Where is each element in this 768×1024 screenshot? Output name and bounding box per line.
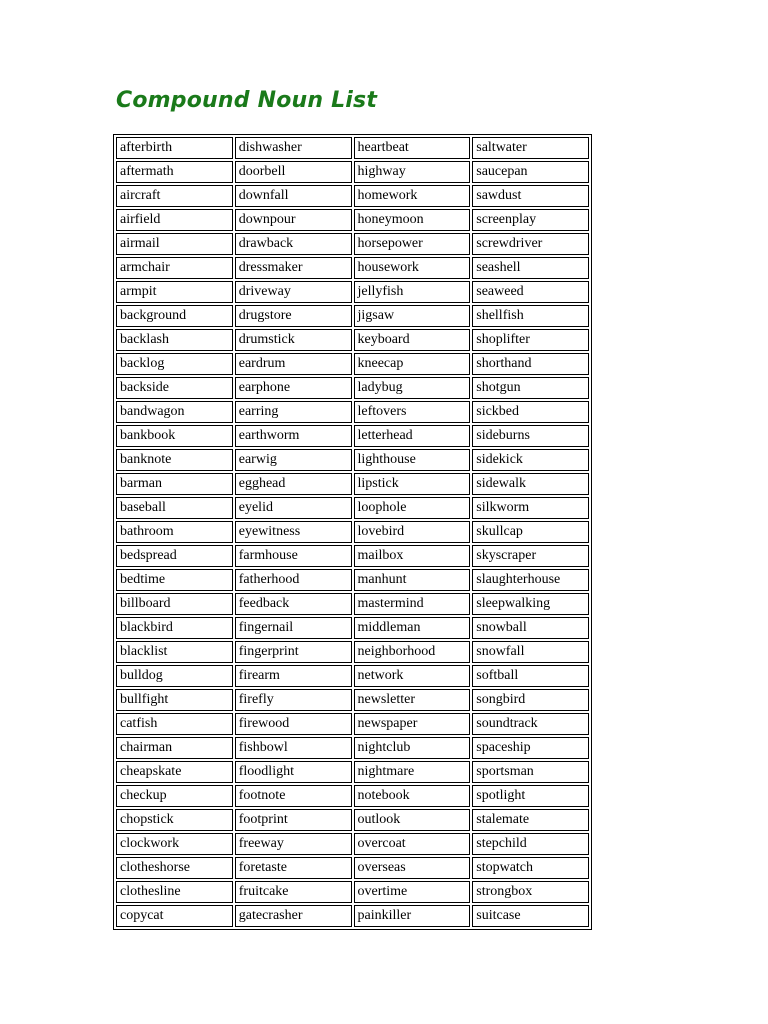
table-cell: songbird — [472, 689, 589, 711]
table-cell: sportsman — [472, 761, 589, 783]
table-cell: network — [354, 665, 471, 687]
table-cell: chairman — [116, 737, 233, 759]
table-cell: eardrum — [235, 353, 352, 375]
table-cell: sawdust — [472, 185, 589, 207]
table-cell: downpour — [235, 209, 352, 231]
table-cell: seashell — [472, 257, 589, 279]
table-cell: aftermath — [116, 161, 233, 183]
table-cell: lipstick — [354, 473, 471, 495]
table-cell: bankbook — [116, 425, 233, 447]
table-cell: checkup — [116, 785, 233, 807]
table-cell: overtime — [354, 881, 471, 903]
table-row — [116, 281, 589, 303]
table-cell: saltwater — [472, 137, 589, 159]
table-cell: catfish — [116, 713, 233, 735]
table-cell: afterbirth — [116, 137, 233, 159]
table-cell: honeymoon — [354, 209, 471, 231]
table-cell: stopwatch — [472, 857, 589, 879]
table-cell: backside — [116, 377, 233, 399]
table-cell: baseball — [116, 497, 233, 519]
table-cell: driveway — [235, 281, 352, 303]
table-cell: farmhouse — [235, 545, 352, 567]
table-cell: outlook — [354, 809, 471, 831]
table-cell: keyboard — [354, 329, 471, 351]
table-cell: kneecap — [354, 353, 471, 375]
table-cell: blackbird — [116, 617, 233, 639]
table-cell: copycat — [116, 905, 233, 927]
table-cell: bedtime — [116, 569, 233, 591]
table-cell: housework — [354, 257, 471, 279]
table-cell: stepchild — [472, 833, 589, 855]
table-cell: leftovers — [354, 401, 471, 423]
table-row — [116, 185, 589, 207]
table-cell: drawback — [235, 233, 352, 255]
table-cell: mastermind — [354, 593, 471, 615]
table-row — [116, 593, 589, 615]
table-cell: newspaper — [354, 713, 471, 735]
table-cell: earthworm — [235, 425, 352, 447]
table-cell: lighthouse — [354, 449, 471, 471]
table-cell: fruitcake — [235, 881, 352, 903]
table-cell: chopstick — [116, 809, 233, 831]
table-cell: homework — [354, 185, 471, 207]
table-cell: footprint — [235, 809, 352, 831]
table-cell: fishbowl — [235, 737, 352, 759]
table-cell: jigsaw — [354, 305, 471, 327]
table-cell: neighborhood — [354, 641, 471, 663]
table-cell: soundtrack — [472, 713, 589, 735]
table-cell: eyelid — [235, 497, 352, 519]
table-row — [116, 161, 589, 183]
table-row — [116, 785, 589, 807]
table-cell: earphone — [235, 377, 352, 399]
table-cell: airfield — [116, 209, 233, 231]
table-body — [116, 137, 589, 927]
table-cell: heartbeat — [354, 137, 471, 159]
table-row — [116, 449, 589, 471]
table-cell: dressmaker — [235, 257, 352, 279]
table-cell: feedback — [235, 593, 352, 615]
compound-noun-table — [113, 134, 592, 930]
table-row — [116, 545, 589, 567]
table-cell: manhunt — [354, 569, 471, 591]
table-cell: sickbed — [472, 401, 589, 423]
table-cell: freeway — [235, 833, 352, 855]
table-cell: sidewalk — [472, 473, 589, 495]
table-row — [116, 833, 589, 855]
table-cell: highway — [354, 161, 471, 183]
table-cell: clotheshorse — [116, 857, 233, 879]
table-row — [116, 713, 589, 735]
table-cell: billboard — [116, 593, 233, 615]
table-cell: clothesline — [116, 881, 233, 903]
table-cell: strongbox — [472, 881, 589, 903]
table-cell: horsepower — [354, 233, 471, 255]
table-cell: drugstore — [235, 305, 352, 327]
table-row — [116, 353, 589, 375]
table-row — [116, 329, 589, 351]
table-cell: background — [116, 305, 233, 327]
table-cell: floodlight — [235, 761, 352, 783]
table-cell: overseas — [354, 857, 471, 879]
table-cell: snowball — [472, 617, 589, 639]
table-row — [116, 641, 589, 663]
table-cell: bathroom — [116, 521, 233, 543]
table-cell: spotlight — [472, 785, 589, 807]
table-cell: earring — [235, 401, 352, 423]
table-row — [116, 905, 589, 927]
table-cell: banknote — [116, 449, 233, 471]
table-row — [116, 473, 589, 495]
table-cell: firefly — [235, 689, 352, 711]
table-cell: screwdriver — [472, 233, 589, 255]
table-cell: notebook — [354, 785, 471, 807]
table-cell: skullcap — [472, 521, 589, 543]
table-cell: eyewitness — [235, 521, 352, 543]
table-cell: firewood — [235, 713, 352, 735]
table-cell: seaweed — [472, 281, 589, 303]
table-row — [116, 401, 589, 423]
table-cell: saucepan — [472, 161, 589, 183]
table-row — [116, 209, 589, 231]
table-cell: skyscraper — [472, 545, 589, 567]
table-cell: footnote — [235, 785, 352, 807]
table-row — [116, 305, 589, 327]
table-cell: cheapskate — [116, 761, 233, 783]
table-cell: sidekick — [472, 449, 589, 471]
table-row — [116, 137, 589, 159]
table-cell: blacklist — [116, 641, 233, 663]
table-row — [116, 233, 589, 255]
table-row — [116, 737, 589, 759]
table-cell: downfall — [235, 185, 352, 207]
table-cell: doorbell — [235, 161, 352, 183]
table-cell: dishwasher — [235, 137, 352, 159]
table-cell: suitcase — [472, 905, 589, 927]
table-row — [116, 617, 589, 639]
table-row — [116, 425, 589, 447]
table-cell: shellfish — [472, 305, 589, 327]
table-cell: spaceship — [472, 737, 589, 759]
table-cell: foretaste — [235, 857, 352, 879]
table-cell: loophole — [354, 497, 471, 519]
table-cell: stalemate — [472, 809, 589, 831]
table-row — [116, 521, 589, 543]
table-cell: aircraft — [116, 185, 233, 207]
table-cell: shoplifter — [472, 329, 589, 351]
table-row — [116, 809, 589, 831]
table-cell: fingernail — [235, 617, 352, 639]
table-row — [116, 257, 589, 279]
table-row — [116, 569, 589, 591]
table-row — [116, 689, 589, 711]
table-cell: overcoat — [354, 833, 471, 855]
table-cell: bulldog — [116, 665, 233, 687]
table-cell: armchair — [116, 257, 233, 279]
table-cell: firearm — [235, 665, 352, 687]
table-cell: drumstick — [235, 329, 352, 351]
table-cell: clockwork — [116, 833, 233, 855]
table-cell: nightclub — [354, 737, 471, 759]
table-cell: screenplay — [472, 209, 589, 231]
table-cell: bandwagon — [116, 401, 233, 423]
table-cell: letterhead — [354, 425, 471, 447]
table-cell: ladybug — [354, 377, 471, 399]
table-cell: fingerprint — [235, 641, 352, 663]
table-cell: bedspread — [116, 545, 233, 567]
table-cell: nightmare — [354, 761, 471, 783]
table-cell: silkworm — [472, 497, 589, 519]
page-title: Compound Noun List — [116, 88, 378, 113]
table-row — [116, 761, 589, 783]
table-cell: sideburns — [472, 425, 589, 447]
table-cell: armpit — [116, 281, 233, 303]
table-row — [116, 377, 589, 399]
table-cell: shotgun — [472, 377, 589, 399]
table-cell: mailbox — [354, 545, 471, 567]
table-cell: shorthand — [472, 353, 589, 375]
table-cell: jellyfish — [354, 281, 471, 303]
table-cell: gatecrasher — [235, 905, 352, 927]
table-cell: snowfall — [472, 641, 589, 663]
table-row — [116, 497, 589, 519]
table-cell: painkiller — [354, 905, 471, 927]
table-cell: airmail — [116, 233, 233, 255]
table-cell: barman — [116, 473, 233, 495]
table-cell: lovebird — [354, 521, 471, 543]
table-cell: backlog — [116, 353, 233, 375]
table-row — [116, 665, 589, 687]
table-cell: newsletter — [354, 689, 471, 711]
table-cell: bullfight — [116, 689, 233, 711]
table-row — [116, 881, 589, 903]
table-row — [116, 857, 589, 879]
table-cell: egghead — [235, 473, 352, 495]
table-cell: middleman — [354, 617, 471, 639]
table-cell: softball — [472, 665, 589, 687]
table-cell: backlash — [116, 329, 233, 351]
table-cell: fatherhood — [235, 569, 352, 591]
table-cell: sleepwalking — [472, 593, 589, 615]
table-cell: earwig — [235, 449, 352, 471]
table-cell: slaughterhouse — [472, 569, 589, 591]
